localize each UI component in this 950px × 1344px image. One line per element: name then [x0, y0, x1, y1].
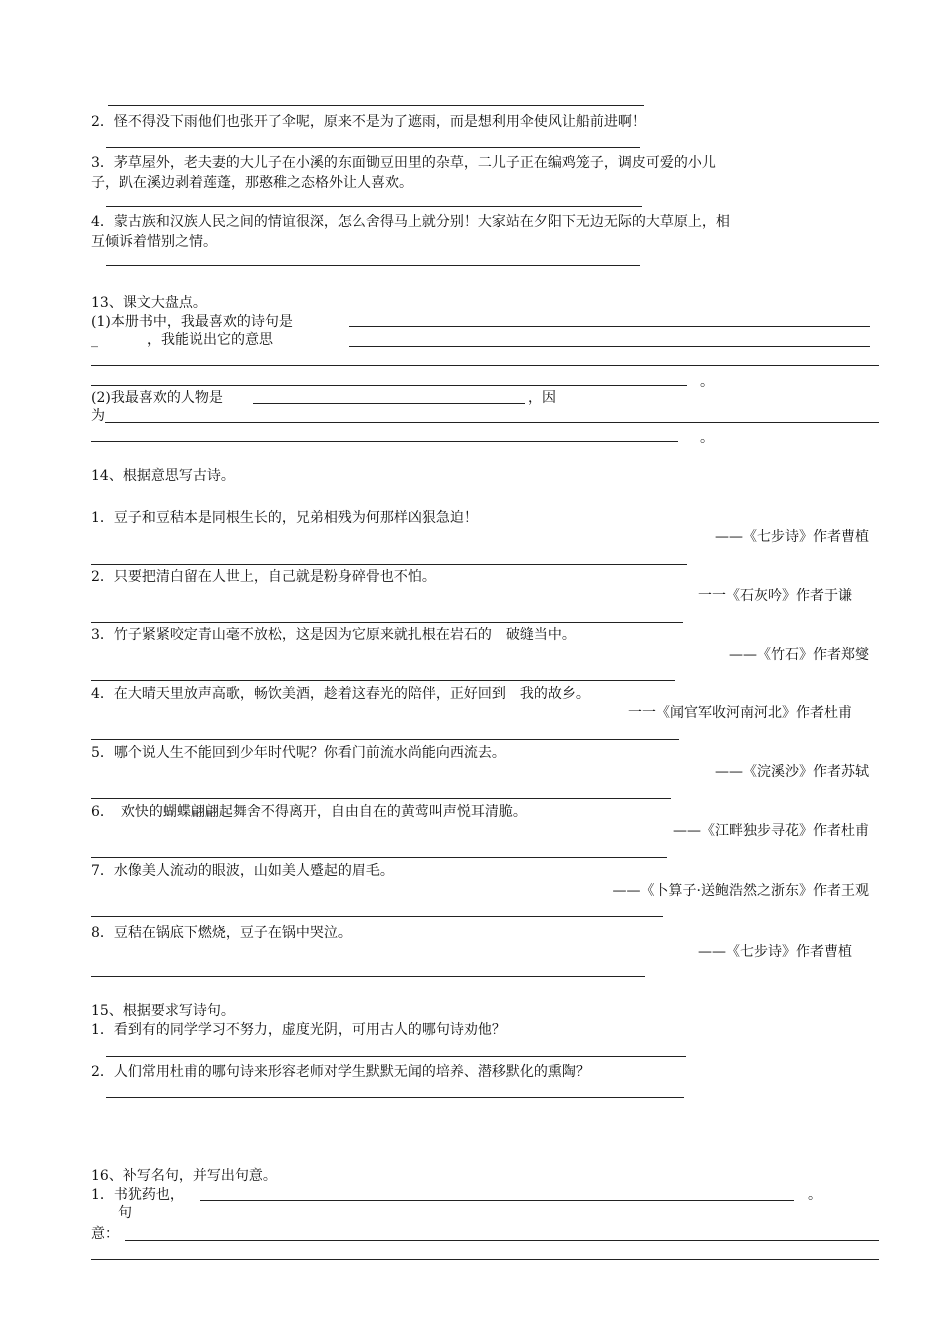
exercise-line: 2．怪不得没下雨他们也张开了伞呢，原来不是为了遮雨，而是想利用伞使风让船前进啊！ — [91, 114, 646, 130]
answer-line[interactable] — [108, 105, 644, 106]
answer-line[interactable] — [91, 680, 675, 681]
answer-line[interactable] — [349, 326, 870, 327]
answer-line[interactable] — [106, 265, 640, 266]
answer-line[interactable] — [91, 441, 678, 442]
answer-line[interactable] — [91, 976, 645, 977]
answer-line[interactable] — [91, 365, 879, 366]
poem-source: ——《竹石》作者郑燮 — [729, 647, 869, 663]
answer-line[interactable] — [200, 1200, 794, 1201]
exercise-line: 4．蒙古族和汉族人民之间的情谊很深，怎么舍得马上就分别！大家站在夕阳下无边无际的大草原上，相 — [91, 214, 730, 230]
poem-prompt: 4．在大晴天里放声高歌，畅饮美酒，趁着这春光的陪伴，正好回到 我的故乡。 — [91, 686, 590, 702]
answer-line[interactable] — [106, 147, 640, 148]
poem-source: 一一《闻官军收河南河北》作者杜甫 — [628, 705, 852, 721]
answer-line[interactable] — [105, 422, 879, 423]
answer-line[interactable] — [91, 916, 663, 917]
poem-source: ——《浣溪沙》作者苏轼 — [715, 764, 869, 780]
period-mark: 。 — [808, 1187, 822, 1203]
answer-line[interactable] — [125, 1240, 879, 1241]
period-mark: 。 — [700, 374, 714, 390]
q13-part1-label-2: ，我能说出它的意思 — [147, 332, 273, 348]
poem-prompt: 3．竹子紧紧咬定青山毫不放松，这是因为它原来就扎根在岩石的 破缝当中。 — [91, 627, 576, 643]
q13-part2-label: (2)我最喜欢的人物是 — [91, 390, 223, 406]
poem-prompt: 2．只要把清白留在人世上，自己就是粉身碎骨也不怕。 — [91, 569, 436, 585]
period-mark: 。 — [700, 430, 714, 446]
q13-part2-label-3: 为 — [91, 408, 105, 424]
poem-prompt: 5．哪个说人生不能回到少年时代呢？你看门前流水尚能向西流去。 — [91, 745, 506, 761]
q13-part1-label: (1)本册书中，我最喜欢的诗句是 — [91, 314, 293, 330]
section-title-14: 14、根据意思写古诗。 — [91, 468, 235, 484]
requirement-prompt: 1．看到有的同学学习不努力，虚度光阴，可用古人的哪句诗劝他？ — [91, 1022, 506, 1038]
section-title-16: 16、补写名句，并写出句意。 — [91, 1168, 277, 1184]
exercise-line: 子，趴在溪边剥着莲蓬，那憨稚之态格外让人喜欢。 — [91, 175, 413, 191]
answer-line[interactable] — [253, 403, 525, 404]
section-title-15: 15、根据要求写诗句。 — [91, 1003, 235, 1019]
poem-source: 一一《石灰吟》作者于谦 — [698, 588, 852, 604]
exercise-line: 3．茅草屋外，老夫妻的大儿子在小溪的东面锄豆田里的杂草，二儿子正在编鸡笼子，调皮可爱的小儿 — [91, 155, 716, 171]
answer-line[interactable] — [91, 739, 679, 740]
answer-line[interactable] — [91, 1259, 879, 1260]
poem-prompt: 8．豆秸在锅底下燃烧，豆子在锅中哭泣。 — [91, 925, 352, 941]
poem-prompt: 7．水像美人流动的眼波，山如美人蹙起的眉毛。 — [91, 863, 394, 879]
answer-line[interactable] — [106, 1097, 684, 1098]
poem-source: ——《七步诗》作者曹植 — [698, 944, 852, 960]
answer-line[interactable] — [91, 385, 687, 386]
exercise-line: 互倾诉着惜别之情。 — [91, 234, 217, 250]
answer-line[interactable] — [106, 206, 642, 207]
section-title-13: 13、课文大盘点。 — [91, 295, 207, 311]
poem-source: ——《卜算子·送鲍浩然之浙东》作者王观 — [612, 883, 869, 899]
q13-part2-label-2: ，因 — [528, 390, 556, 406]
answer-line[interactable] — [91, 857, 667, 858]
meaning-label-b: 意： — [91, 1226, 119, 1242]
answer-line[interactable] — [349, 346, 870, 347]
q13-blank-mark: _ — [91, 332, 98, 348]
answer-line[interactable] — [91, 622, 683, 623]
answer-line[interactable] — [106, 1056, 686, 1057]
quote-prompt: 1．书犹药也， — [91, 1187, 184, 1203]
poem-prompt: 6． 欢快的蝴蝶翩翩起舞舍不得离开，自由自在的黄莺叫声悦耳清脆。 — [91, 804, 527, 820]
answer-line[interactable] — [91, 564, 687, 565]
requirement-prompt: 2．人们常用杜甫的哪句诗来形容老师对学生默默无闻的培养、潜移默化的熏陶？ — [91, 1064, 590, 1080]
poem-prompt: 1．豆子和豆秸本是同根生长的，兄弟相残为何那样凶狠急迫！ — [91, 510, 478, 526]
answer-line[interactable] — [91, 798, 671, 799]
poem-source: ——《七步诗》作者曹植 — [715, 529, 869, 545]
meaning-label-a: 句 — [118, 1205, 132, 1221]
poem-source: ——《江畔独步寻花》作者杜甫 — [673, 823, 869, 839]
